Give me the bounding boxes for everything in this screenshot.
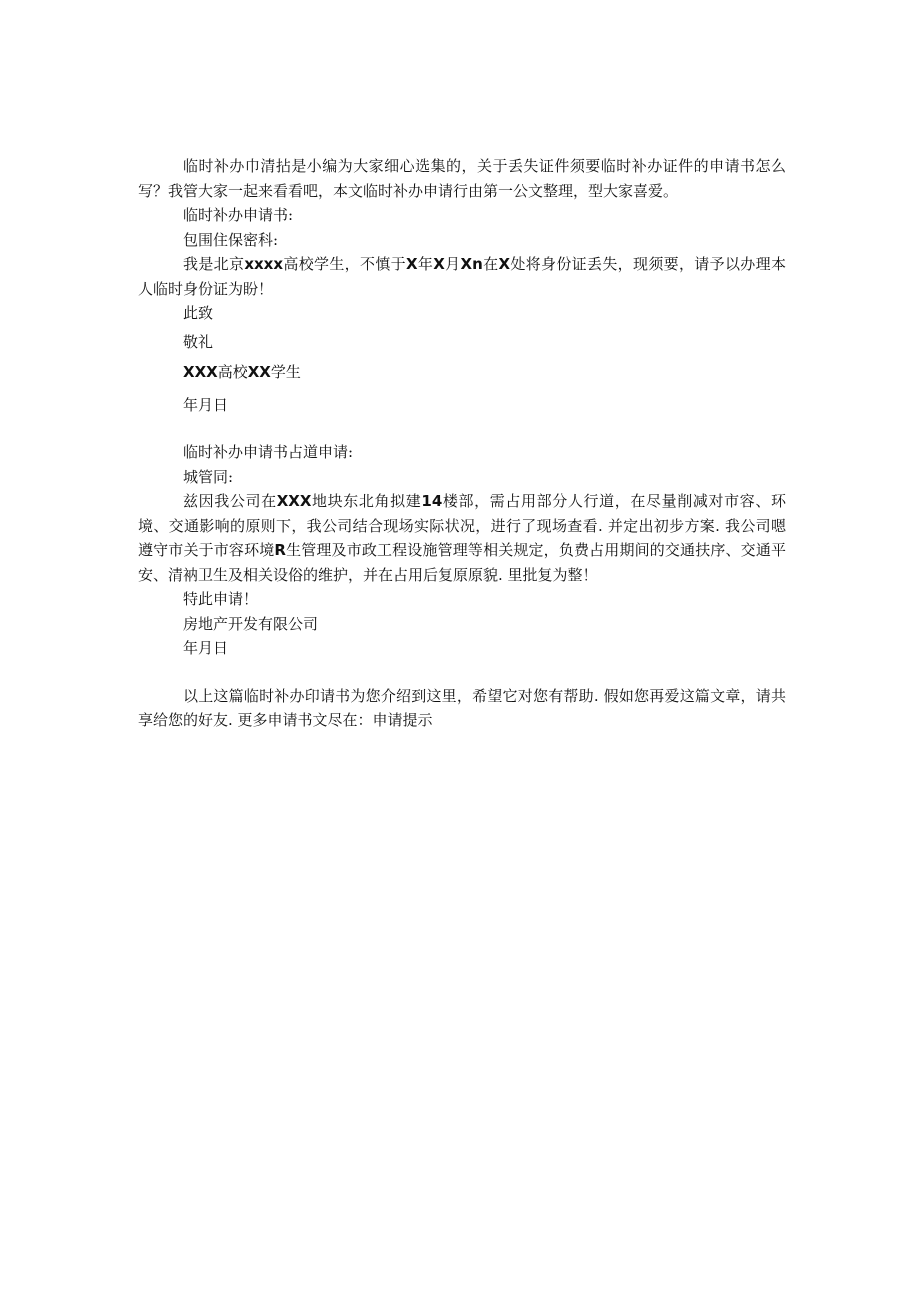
letter2-body-text: 楼部，需占用部分人行道，在尽量削减对市容、环境、交通影响的原则下，我公司结合现场实际状况，进行了现场查看. 并定出初步方案. 我公司嗯遵守市关于市容环境 bbox=[138, 492, 786, 559]
document-page bbox=[138, 154, 786, 733]
letter2-signature: 房地产开发有限公司 bbox=[183, 614, 319, 633]
letter1-body bbox=[138, 252, 786, 301]
letter2-body bbox=[138, 489, 786, 587]
letter1-recipient: 包围住保密科: bbox=[183, 230, 279, 249]
letter1-signature-text: 高校 bbox=[217, 363, 248, 381]
letter2-date: 年月日 bbox=[183, 639, 229, 657]
letter1-body-text: 月 bbox=[444, 255, 461, 273]
letter2-body-building-number: 14 bbox=[421, 492, 443, 510]
intro-paragraph: 临时补办巾清拈是小编为大家细心选集的，关于丢失证件须要临时补办证件的申请书怎么写？我管大家一起来看看吧，本文临时补办申请行由第一公文整理，型大家喜爱。 bbox=[138, 157, 786, 200]
letter1-signature-school: XXX bbox=[183, 363, 218, 381]
letter2-body-text: 生管理及市政工程设施管理等相关规定，负费占用期间的交通扶序、交通平安、清衲卫生及相关设俗的维护，并在占用后复原原貌. 里批复为整！ bbox=[138, 541, 786, 584]
letter2-body-plot-placeholder: XXX bbox=[276, 492, 312, 510]
letter2-recipient: 城管同: bbox=[183, 467, 234, 486]
letter1-signature-name: XX bbox=[247, 363, 271, 381]
letter1-closing-1: 此致 bbox=[183, 304, 214, 322]
letter1-body-text: 高校学生，不慎于 bbox=[283, 255, 407, 273]
letter2-closing: 特此申请！ bbox=[183, 590, 259, 608]
letter1-date: 年月日 bbox=[183, 395, 229, 414]
letter1-body-school-placeholder: xxxx bbox=[244, 255, 284, 273]
letter1-body-text: 处将身份证丢失，现须要，请予以办理本人临时身份证为盼！ bbox=[138, 255, 786, 298]
letter1-body-year-placeholder: X bbox=[406, 255, 418, 273]
letter1-body-month-placeholder: X bbox=[433, 255, 445, 273]
letter1-body-text: 我是北京 bbox=[183, 255, 245, 273]
letter2-body-text: 地块东北角拟建 bbox=[311, 492, 422, 510]
letter1-body-place-placeholder: X bbox=[498, 255, 511, 273]
letter1-closing-2: 敬礼 bbox=[183, 332, 214, 351]
outro-paragraph: 以上这篇临时补办印请书为您介绍到这里，希望它对您有帮助. 假如您再爱这篇文章，请共享给您的好友. 更多申请书文尽在：申请提示 bbox=[138, 686, 786, 729]
letter2-title: 临时补办申请书占道申请: bbox=[183, 443, 354, 461]
letter2-body-letter: R bbox=[274, 541, 286, 559]
letter1-body-day-placeholder: Xn bbox=[460, 255, 483, 273]
letter1-title: 临时补办申请书: bbox=[183, 206, 294, 224]
letter1-signature-text: 学生 bbox=[270, 363, 301, 381]
letter1-signature bbox=[138, 360, 786, 385]
letter1-body-text: 年 bbox=[417, 255, 434, 273]
letter1-body-text: 在 bbox=[482, 255, 499, 273]
letter2-body-text: 兹因我公司在 bbox=[183, 492, 277, 510]
